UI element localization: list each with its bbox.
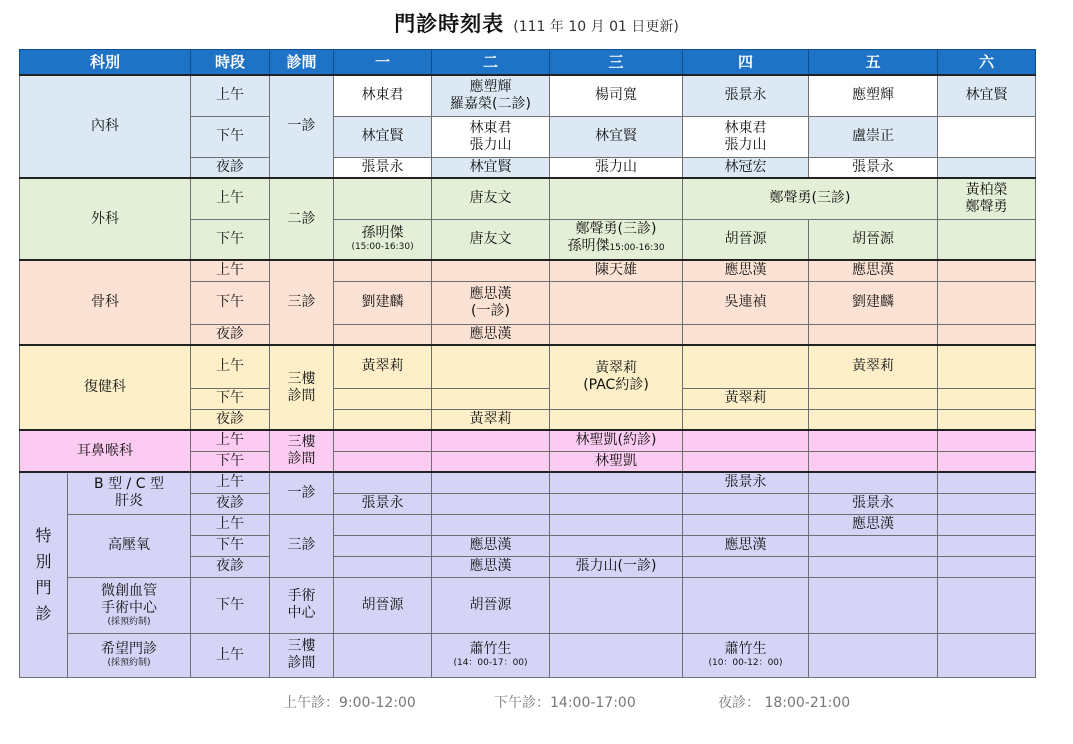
cell-wai-pm-d3-line-0: 鄭聲勇(三診) [575,221,657,238]
special-vascular-surgery [68,577,191,633]
cell-nei-pm-d3: 林宜賢 [550,116,683,157]
cell-fu-am-d3: 黃翠莉 (PAC約診) [550,345,683,409]
room-3f: 三樓 診間 [270,633,334,677]
room-3f: 三樓 診間 [270,345,334,430]
cell-gao-night-d6 [938,556,1036,577]
cell-fu-pm-d2 [432,388,550,409]
cell-gu-night-d3 [550,324,683,345]
header-fri: 五 [809,50,938,76]
cell-fu-night-d6 [938,409,1036,430]
timetable-row [20,260,1036,281]
period-pm: 下午 [191,388,270,409]
cell-bc-night-d4 [683,493,809,514]
header-tue: 二 [432,50,550,76]
special-vascular-surgery-line-0: 微創血管 [101,582,157,599]
cell-fu-am-d5: 黃翠莉 [809,345,938,388]
cell-nei-night-d2: 林宜賢 [432,157,550,178]
cell-gu-am-d4: 應思漢 [683,260,809,281]
cell-gu-night-d6 [938,324,1036,345]
cell-er-am-d2 [432,430,550,451]
timetable-row [20,514,1036,535]
timetable-row [20,345,1036,388]
period-am: 上午 [191,75,270,116]
cell-bc-am-d1 [334,472,432,493]
cell-er-am-d3: 林聖凱(約診) [550,430,683,451]
cell-wai-pm-d4: 胡晉源 [683,219,809,260]
cell-wei-pm-d2: 胡晉源 [432,577,550,633]
dept-orthopedics: 骨科 [20,260,191,345]
cell-bc-night-d1: 張景永 [334,493,432,514]
header-sat: 六 [938,50,1036,76]
period-am: 上午 [191,633,270,677]
cell-nei-am-d3: 楊司寬 [550,75,683,116]
cell-wai-am-d3 [550,178,683,219]
clinic-timetable [19,49,1036,678]
period-night: 夜診 [191,324,270,345]
cell-xi-am-d2 [432,633,550,677]
page-title [0,8,1073,38]
hours-night: 夜診： 18:00-21:00 [718,695,851,711]
cell-xi-am-d4 [683,633,809,677]
room-1: 一診 [270,472,334,514]
cell-bc-am-d5 [809,472,938,493]
cell-nei-am-d4: 張景永 [683,75,809,116]
cell-fu-pm-d1 [334,388,432,409]
cell-fu-am-d6 [938,345,1036,388]
cell-bc-am-d4: 張景永 [683,472,809,493]
cell-xi-am-d2-time-note: (14：00-17：00) [453,658,528,668]
timetable-row [20,577,1036,633]
cell-gao-am-d2 [432,514,550,535]
header-row [20,50,1036,76]
cell-fu-am-d1: 黃翠莉 [334,345,432,388]
cell-gao-am-d3 [550,514,683,535]
cell-wei-pm-d3 [550,577,683,633]
cell-gao-pm-d4: 應思漢 [683,535,809,556]
cell-gu-am-d1 [334,260,432,281]
room-2: 二診 [270,178,334,260]
cell-fu-night-d5 [809,409,938,430]
cell-er-pm-d4 [683,451,809,472]
timetable-row [20,472,1036,493]
cell-wai-am-d4: 鄭聲勇(三診) [683,178,938,219]
cell-xi-am-d6 [938,633,1036,677]
title-main: 門診時刻表 [394,12,505,36]
cell-fu-pm-d6 [938,388,1036,409]
period-night: 夜診 [191,157,270,178]
cell-nei-pm-d5: 盧崇正 [809,116,938,157]
header-department: 科別 [20,50,191,76]
cell-nei-am-d1: 林東君 [334,75,432,116]
dept-surgery: 外科 [20,178,191,260]
cell-bc-night-d2 [432,493,550,514]
cell-gao-night-d2: 應思漢 [432,556,550,577]
special-vascular-surgery-line-2: (採預約制) [107,616,151,627]
special-hope-clinic [68,633,191,677]
dept-ent: 耳鼻喉科 [20,430,191,472]
cell-gu-am-d5: 應思漢 [809,260,938,281]
cell-fu-night-d3 [550,409,683,430]
period-night: 夜診 [191,493,270,514]
cell-gao-night-d1 [334,556,432,577]
special-hepatitis-bc: B 型 / C 型 肝炎 [68,472,191,514]
period-am: 上午 [191,514,270,535]
period-night: 夜診 [191,409,270,430]
cell-fu-night-d1 [334,409,432,430]
period-am: 上午 [191,178,270,219]
cell-wei-pm-d6 [938,577,1036,633]
timetable-row [20,430,1036,451]
cell-fu-night-d4 [683,409,809,430]
cell-xi-am-d4-line-0: 蕭竹生 [724,641,767,657]
period-night: 夜診 [191,556,270,577]
cell-wai-pm-d2: 唐友文 [432,219,550,260]
cell-gao-pm-d5 [809,535,938,556]
cell-bc-am-d3 [550,472,683,493]
special-hope-clinic-line-1: (採預約制) [107,658,151,668]
cell-gu-pm-d5: 劉建麟 [809,281,938,324]
cell-gao-night-d3: 張力山(一診) [550,556,683,577]
cell-gao-night-d4 [683,556,809,577]
period-pm: 下午 [191,219,270,260]
cell-nei-pm-d6 [938,116,1036,157]
cell-er-pm-d1 [334,451,432,472]
cell-gu-pm-d1: 劉建麟 [334,281,432,324]
cell-gu-pm-d2: 應思漢 (一診) [432,281,550,324]
period-pm: 下午 [191,577,270,633]
cell-wai-am-d6: 黃柏榮 鄭聲勇 [938,178,1036,219]
cell-gu-pm-d4: 吳連禎 [683,281,809,324]
period-pm: 下午 [191,116,270,157]
cell-wei-pm-d4 [683,577,809,633]
cell-gao-night-d5 [809,556,938,577]
header-wed: 三 [550,50,683,76]
title-updated-date: (111 年 10 月 01 日更新) [513,19,679,35]
cell-gao-am-d4 [683,514,809,535]
special-vascular-surgery-line-1: 手術中心 [101,599,157,616]
cell-nei-night-d4: 林冠宏 [683,157,809,178]
cell-gu-night-d2: 應思漢 [432,324,550,345]
cell-wai-pm-d1 [334,219,432,260]
cell-gao-am-d5: 應思漢 [809,514,938,535]
cell-bc-night-d3 [550,493,683,514]
cell-wei-pm-d1: 胡晉源 [334,577,432,633]
cell-nei-am-d2: 應塑輝 羅嘉榮(二診) [432,75,550,116]
cell-er-am-d4 [683,430,809,451]
cell-gu-am-d2 [432,260,550,281]
period-pm: 下午 [191,535,270,556]
room-1: 一診 [270,75,334,178]
timetable-row [20,178,1036,219]
cell-nei-pm-d2: 林東君 張力山 [432,116,550,157]
cell-er-pm-d3: 林聖凱 [550,451,683,472]
cell-bc-night-d6 [938,493,1036,514]
cell-er-am-d6 [938,430,1036,451]
cell-gu-night-d1 [334,324,432,345]
cell-wai-pm-d1-line-0: 孫明傑 [361,225,404,242]
cell-nei-night-d1: 張景永 [334,157,432,178]
cell-wai-pm-d3 [550,219,683,260]
room-surgery-center: 手術 中心 [270,577,334,633]
cell-gao-pm-d2: 應思漢 [432,535,550,556]
cell-bc-night-d5: 張景永 [809,493,938,514]
clinic-hours [0,692,1073,712]
period-pm: 下午 [191,281,270,324]
hours-afternoon: 下午診：14:00-17:00 [494,695,636,711]
cell-wai-am-d1 [334,178,432,219]
dept-internal-medicine: 內科 [20,75,191,178]
period-am: 上午 [191,260,270,281]
cell-gao-pm-d3 [550,535,683,556]
cell-gu-night-d4 [683,324,809,345]
cell-fu-am-d4 [683,345,809,388]
hours-morning: 上午診：9:00-12:00 [283,695,416,711]
cell-nei-night-d6 [938,157,1036,178]
special-hope-clinic-line-0: 希望門診 [101,641,157,657]
cell-fu-am-d2 [432,345,550,388]
cell-er-am-d1 [334,430,432,451]
cell-xi-am-d4-time-note: (10：00-12：00) [708,658,783,668]
special-hyperbaric-oxygen: 高壓氧 [68,514,191,577]
timetable-row [20,75,1036,116]
cell-er-pm-d6 [938,451,1036,472]
cell-nei-am-d6: 林宜賢 [938,75,1036,116]
period-am: 上午 [191,430,270,451]
cell-wai-pm-d6 [938,219,1036,260]
cell-xi-am-d3 [550,633,683,677]
cell-nei-pm-d1: 林宜賢 [334,116,432,157]
room-3: 三診 [270,514,334,577]
period-pm: 下午 [191,451,270,472]
cell-wai-am-d2: 唐友文 [432,178,550,219]
cell-er-pm-d2 [432,451,550,472]
cell-gu-am-d3: 陳天雄 [550,260,683,281]
cell-bc-am-d6 [938,472,1036,493]
cell-fu-pm-d4: 黃翠莉 [683,388,809,409]
cell-wai-pm-d3-time-note: 15:00-16:30 [609,243,665,254]
cell-nei-pm-d4: 林東君 張力山 [683,116,809,157]
room-3f: 三樓 診間 [270,430,334,472]
cell-gao-am-d1 [334,514,432,535]
cell-gao-pm-d1 [334,535,432,556]
room-3: 三診 [270,260,334,345]
cell-gu-pm-d3 [550,281,683,324]
period-am: 上午 [191,345,270,388]
cell-gu-am-d6 [938,260,1036,281]
cell-er-pm-d5 [809,451,938,472]
cell-nei-night-d5: 張景永 [809,157,938,178]
dept-special-clinic: 特 別 門 診 [20,472,68,677]
period-am: 上午 [191,472,270,493]
header-room: 診間 [270,50,334,76]
cell-xi-am-d5 [809,633,938,677]
cell-gao-pm-d6 [938,535,1036,556]
cell-er-am-d5 [809,430,938,451]
cell-gu-pm-d6 [938,281,1036,324]
cell-wai-pm-d5: 胡晉源 [809,219,938,260]
cell-fu-pm-d5 [809,388,938,409]
cell-wei-pm-d5 [809,577,938,633]
cell-nei-am-d5: 應塑輝 [809,75,938,116]
dept-rehabilitation: 復健科 [20,345,191,430]
cell-fu-night-d2: 黃翠莉 [432,409,550,430]
cell-xi-am-d2-line-0: 蕭竹生 [469,641,512,657]
cell-wai-pm-d1-time-note: (15:00-16:30) [351,242,414,253]
cell-bc-am-d2 [432,472,550,493]
cell-wai-pm-d3-doctor-2: 孫明傑15:00-16:30 [567,238,665,255]
header-period: 時段 [191,50,270,76]
timetable-row [20,633,1036,677]
cell-gao-am-d6 [938,514,1036,535]
cell-gu-night-d5 [809,324,938,345]
header-thu: 四 [683,50,809,76]
cell-nei-night-d3: 張力山 [550,157,683,178]
header-mon: 一 [334,50,432,76]
cell-xi-am-d1 [334,633,432,677]
